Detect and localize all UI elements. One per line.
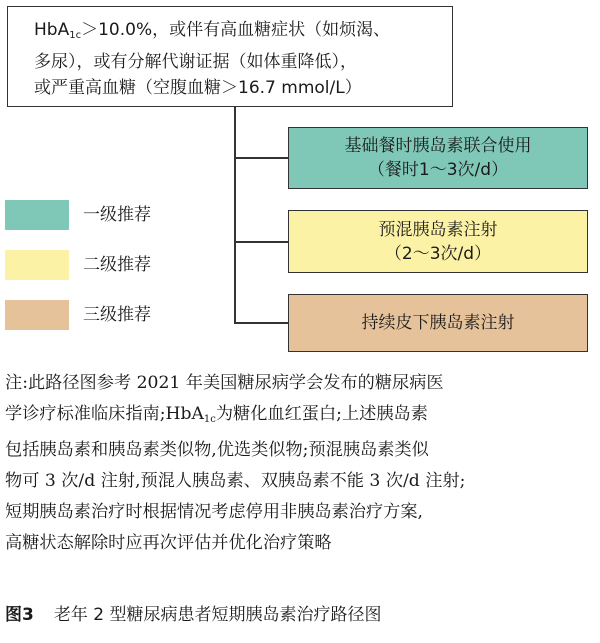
note-line-3: 包括胰岛素和胰岛素类似物,优选类似物;预混胰岛素类似 [5,440,429,460]
note-line-4: 物可 3 次/d 注射,预混人胰岛素、双胰岛素不能 3 次/d 注射; [5,471,466,491]
figure-note [5,368,597,559]
note-line-6: 高糖状态解除时应再次评估并优化治疗策略 [5,533,332,553]
connector-branch-3 [234,322,288,324]
connector-branch-1 [234,157,288,159]
condition-line-2: 多尿），或有分解代谢证据（如体重降低）， [34,52,357,72]
legend-swatch-level-1 [5,200,69,230]
option-box-basal-bolus [288,127,588,189]
note-line-1: 注:此路径图参考 2021 年美国糖尿病学会发布的糖尿病医 [5,373,444,393]
legend-label-level-1: 一级推荐 [83,205,151,225]
figure-number: 图3 [5,605,34,625]
condition-box [7,6,453,107]
option-box-csii [288,294,588,352]
option-box-premixed [288,210,588,273]
option-3-title: 持续皮下胰岛素注射 [361,313,515,333]
condition-line-3: 或严重高血糖（空腹血糖＞16.7 mmol/L） [34,78,362,98]
legend-label-level-2: 二级推荐 [83,255,151,275]
option-2-title: 预混胰岛素注射 [378,220,498,240]
legend-swatch-level-2 [5,250,69,280]
legend-swatch-level-3 [5,300,69,330]
figure-caption [5,600,381,630]
note-line-2: 学诊疗标准临床指南;HbA$_{1c}$为糖化血红蛋白;上述胰岛素 [5,404,428,425]
option-1-detail: （餐时1～3次/d） [367,160,509,180]
option-2-detail: （2～3次/d） [384,244,492,264]
legend-label-level-3: 三级推荐 [83,305,151,325]
figure-title: 老年 2 型糖尿病患者短期胰岛素治疗路径图 [53,605,382,625]
option-1-title: 基础餐时胰岛素联合使用 [344,136,532,156]
connector-trunk [234,107,236,323]
connector-branch-2 [234,241,288,243]
condition-line-1: HbA$_{1c}$＞10.0%，或伴有高血糖症状（如烦渴、 [34,20,391,41]
note-line-5: 短期胰岛素治疗时根据情况考虑停用非胰岛素治疗方案, [5,502,423,522]
